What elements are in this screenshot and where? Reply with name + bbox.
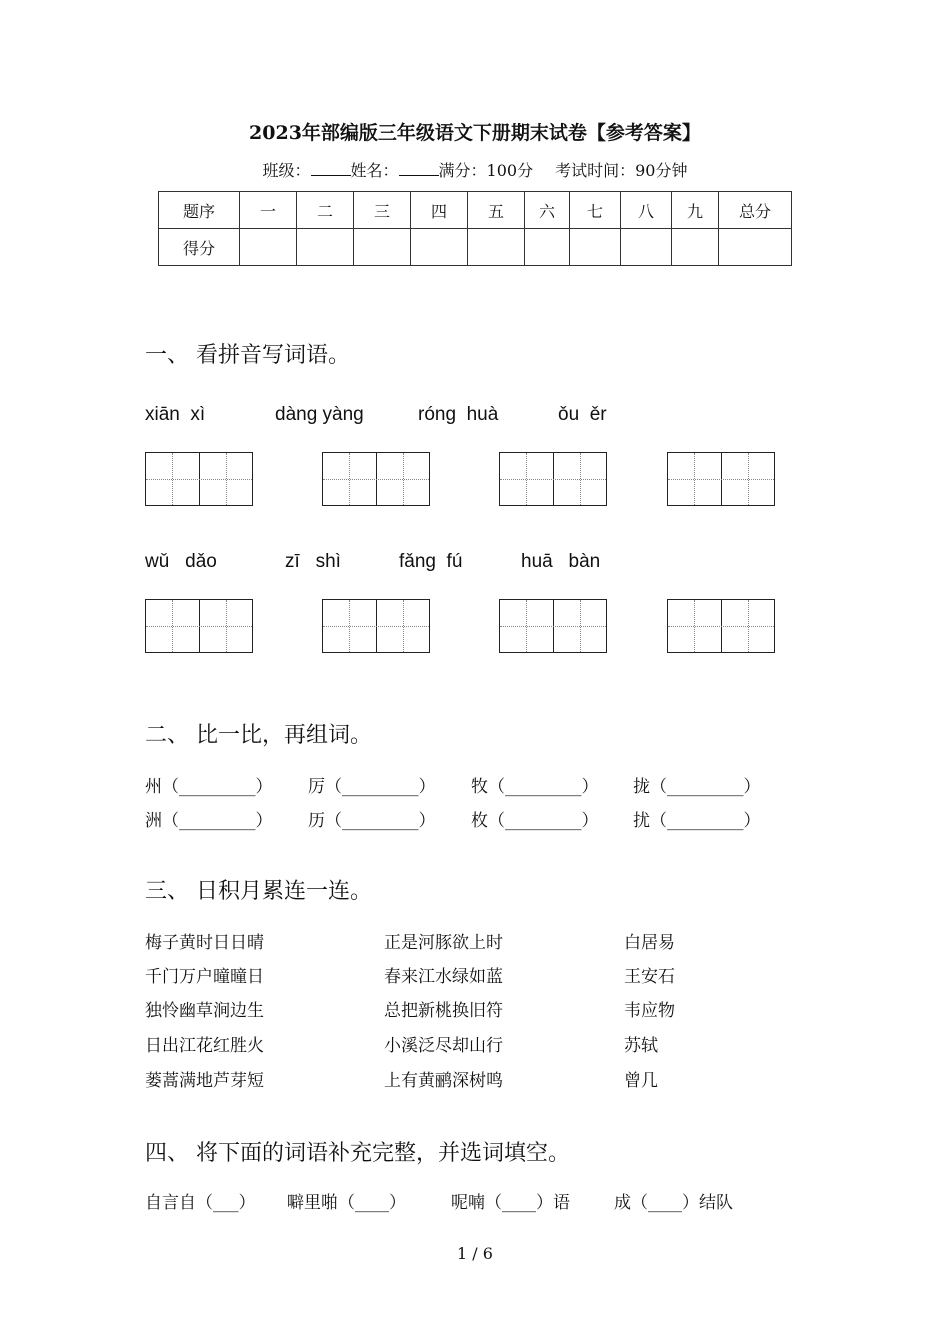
score-cell[interactable] [525,229,570,266]
compare-item: 扰（_________） [633,811,761,831]
poet-name: 曾几 [624,1071,658,1091]
writing-grid[interactable] [499,599,607,653]
pinyin-label: fǎng fú [399,551,463,572]
page-number: 1 / 6 [457,1244,493,1263]
poet-name: 白居易 [624,933,675,953]
table-cell: 四 [411,192,468,229]
table-cell: 三 [354,192,411,229]
writing-grid[interactable] [145,452,253,506]
table-cell: 得分 [159,229,240,266]
fill-word: 噼里啪（____） [287,1193,406,1213]
score-cell[interactable] [411,229,468,266]
table-cell: 九 [672,192,719,229]
section2-heading: 二、 比一比，再组词。 [145,723,372,748]
compare-item: 枚（_________） [471,811,599,831]
section3-heading: 三、 日积月累连一连。 [145,879,372,904]
poet-name: 苏轼 [624,1036,658,1056]
score-cell[interactable] [354,229,411,266]
pinyin-label: xiān xì [145,404,206,425]
score-table [158,191,792,266]
pinyin-label: wǔ dǎo [145,551,217,572]
writing-grid[interactable] [499,452,607,506]
score-table-header-row [159,192,792,229]
table-cell: 题序 [159,192,240,229]
table-cell: 一 [240,192,297,229]
score-cell[interactable] [719,229,792,266]
pinyin-label: ǒu ěr [558,404,607,425]
table-cell: 六 [525,192,570,229]
page-title: 2023年部编版三年级语文下册期末试卷【参考答案】 [249,122,701,144]
writing-grid[interactable] [145,599,253,653]
compare-item: 历（_________） [308,811,436,831]
score-table-score-row [159,229,792,266]
poem-line: 独怜幽草涧边生 [145,1001,264,1021]
fill-word: 自言自（___） [145,1193,256,1213]
compare-item: 牧（_________） [471,777,599,797]
poem-line: 小溪泛尽却山行 [384,1036,503,1056]
poem-line: 梅子黄时日日晴 [145,933,264,953]
pinyin-label: róng huà [418,404,499,425]
class-blank [311,161,351,176]
table-cell: 总分 [719,192,792,229]
score-cell[interactable] [468,229,525,266]
pinyin-label: zī shì [285,551,341,572]
table-cell: 八 [621,192,672,229]
poet-name: 韦应物 [624,1001,675,1021]
poet-name: 王安石 [624,967,675,987]
section4-heading: 四、 将下面的词语补充完整，并选词填空。 [145,1141,570,1166]
writing-grid[interactable] [322,599,430,653]
fill-word: 呢喃（____）语 [451,1193,570,1213]
score-cell[interactable] [240,229,297,266]
writing-grid[interactable] [322,452,430,506]
poem-line: 蒌蒿满地芦芽短 [145,1071,264,1091]
compare-item: 州（_________） [145,777,273,797]
poem-line: 日出江花红胜火 [145,1036,264,1056]
compare-item: 厉（_________） [308,777,436,797]
pinyin-label: huā bàn [521,551,601,572]
table-cell: 二 [297,192,354,229]
score-cell[interactable] [570,229,621,266]
fill-word: 成（____）结队 [614,1193,733,1213]
name-blank [399,161,439,176]
writing-grid[interactable] [667,599,775,653]
compare-item: 洲（_________） [145,811,273,831]
compare-item: 拢（_________） [633,777,761,797]
score-cell[interactable] [621,229,672,266]
name-label: 姓名： [350,161,399,180]
full-score: 满分：100分 [438,161,534,180]
poem-line: 总把新桃换旧符 [384,1001,503,1021]
poem-line: 上有黄鹂深树鸣 [384,1071,503,1091]
poem-line: 春来江水绿如蓝 [384,967,503,987]
class-label: 班级： [262,161,311,180]
section1-heading: 一、 看拼音写词语。 [145,343,350,368]
score-cell[interactable] [672,229,719,266]
poem-line: 千门万户曈曈日 [145,967,264,987]
score-cell[interactable] [297,229,354,266]
writing-grid[interactable] [667,452,775,506]
table-cell: 七 [570,192,621,229]
exam-info [0,158,950,181]
pinyin-label: dàng yàng [275,404,364,425]
table-cell: 五 [468,192,525,229]
exam-time: 考试时间：90分钟 [555,161,688,180]
poem-line: 正是河豚欲上时 [384,933,503,953]
